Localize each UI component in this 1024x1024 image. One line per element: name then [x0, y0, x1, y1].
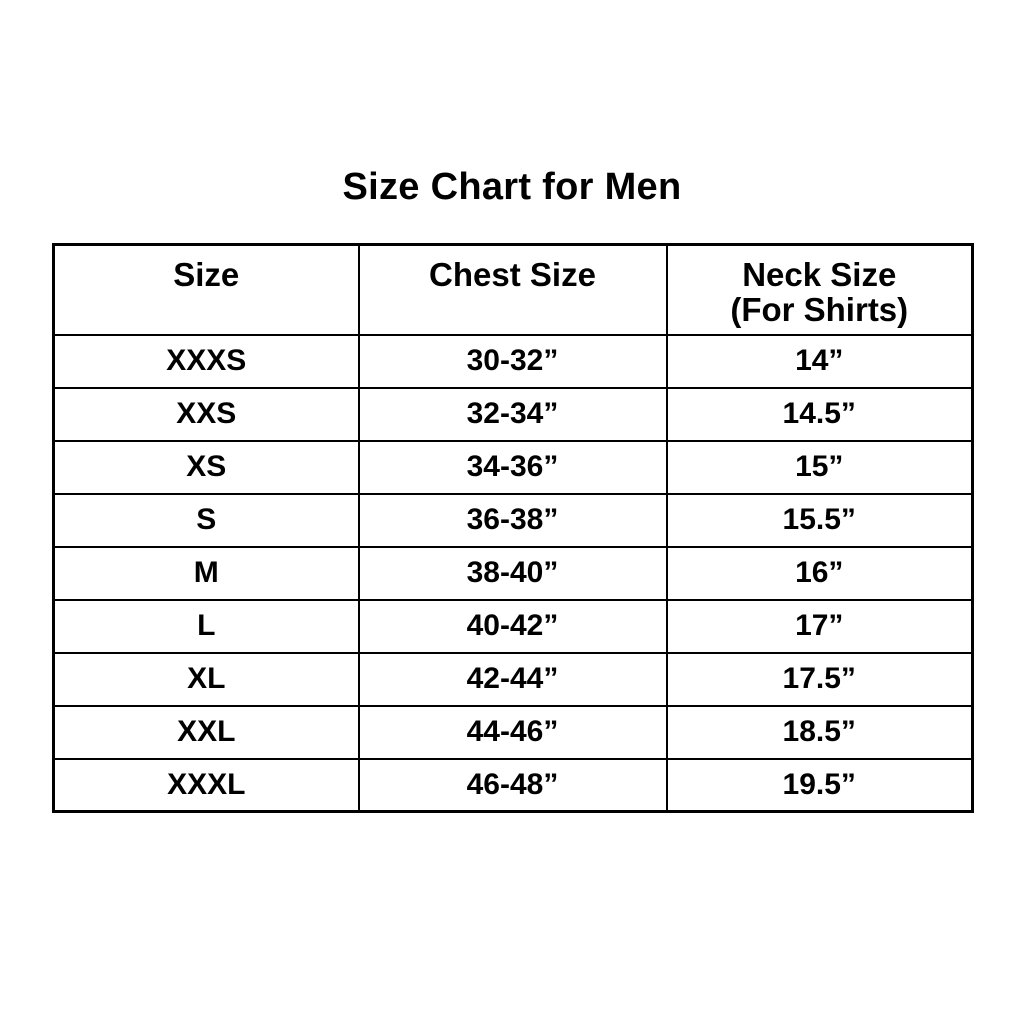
- size-chart-table: [52, 243, 974, 813]
- neck-size-cell: 14.5”: [667, 388, 973, 441]
- neck-size-cell: 16”: [667, 547, 973, 600]
- table-row: [54, 441, 973, 494]
- chest-size-cell: 38-40”: [359, 547, 667, 600]
- size-cell: XL: [54, 653, 359, 706]
- table-row: [54, 600, 973, 653]
- chest-size-cell: 30-32”: [359, 335, 667, 388]
- table-row: [54, 653, 973, 706]
- column-header-size-label: Size: [173, 256, 240, 293]
- chest-size-cell: 34-36”: [359, 441, 667, 494]
- size-cell: XXL: [54, 706, 359, 759]
- header-row: [54, 245, 973, 335]
- column-header-neck-label: Neck Size: [742, 256, 897, 293]
- table-row: [54, 335, 973, 388]
- column-header-chest: [359, 245, 667, 335]
- neck-size-cell: 15.5”: [667, 494, 973, 547]
- size-cell: XXXL: [54, 759, 359, 812]
- chest-size-cell: 42-44”: [359, 653, 667, 706]
- chest-size-cell: 46-48”: [359, 759, 667, 812]
- size-cell: XS: [54, 441, 359, 494]
- size-cell: M: [54, 547, 359, 600]
- table-row: [54, 547, 973, 600]
- column-header-size: [54, 245, 359, 335]
- table-row: [54, 759, 973, 812]
- size-cell: S: [54, 494, 359, 547]
- page-title: Size Chart for Men: [342, 166, 682, 208]
- column-header-chest-label: Chest Size: [429, 256, 596, 293]
- neck-size-cell: 17.5”: [667, 653, 973, 706]
- column-header-neck-sublabel: (For Shirts): [730, 290, 909, 328]
- size-cell: L: [54, 600, 359, 653]
- chest-size-cell: 40-42”: [359, 600, 667, 653]
- table-row: [54, 706, 973, 759]
- table-row: [54, 388, 973, 441]
- size-cell: XXS: [54, 388, 359, 441]
- neck-size-cell: 14”: [667, 335, 973, 388]
- chest-size-cell: 32-34”: [359, 388, 667, 441]
- neck-size-cell: 15”: [667, 441, 973, 494]
- chest-size-cell: 36-38”: [359, 494, 667, 547]
- table-row: [54, 494, 973, 547]
- neck-size-cell: 18.5”: [667, 706, 973, 759]
- neck-size-cell: 17”: [667, 600, 973, 653]
- chest-size-cell: 44-46”: [359, 706, 667, 759]
- size-cell: XXXS: [54, 335, 359, 388]
- neck-size-cell: 19.5”: [667, 759, 973, 812]
- column-header-neck: [667, 245, 973, 335]
